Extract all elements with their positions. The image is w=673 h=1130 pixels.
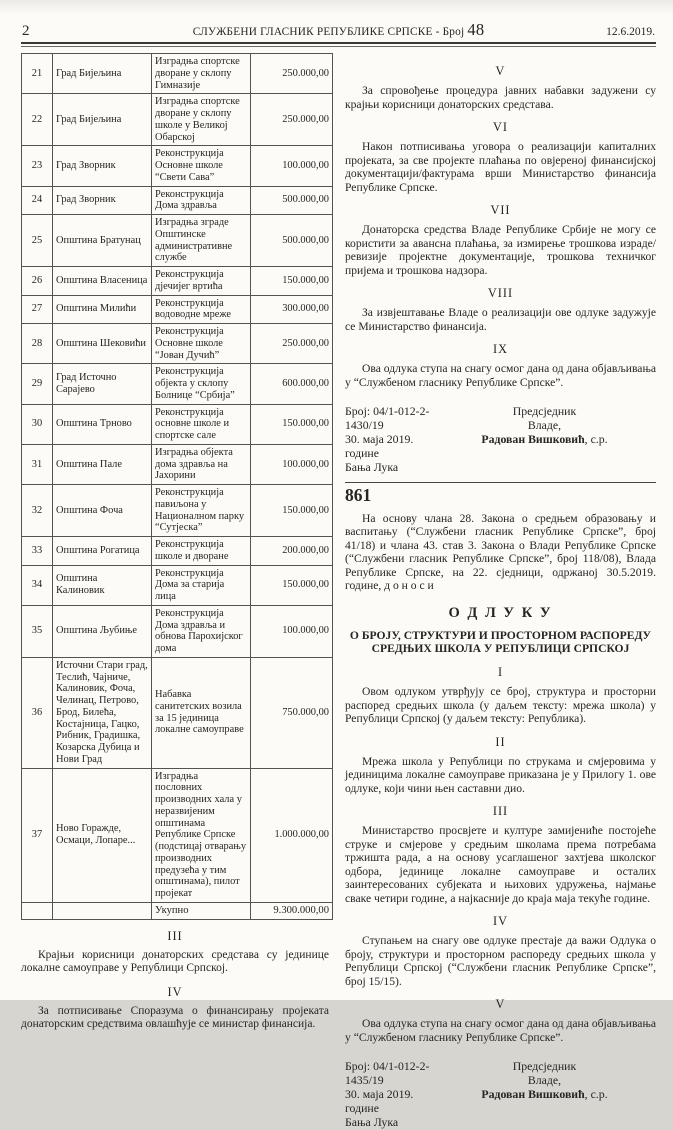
beneficiary-cell: Општина Фоча — [53, 485, 152, 537]
signatory-name-line — [437, 433, 652, 447]
table-row — [22, 537, 333, 566]
section-text: Ступањем на снагу ове одлуке престаје да важи Одлука о броју, структури и просторном распореду средњих школа у Републици Српској (“Службени гласник Републике Српске”, број 15/15). — [345, 934, 656, 988]
project-cell: Реконструкција објекта у склопу Болнице “Србија” — [152, 364, 251, 404]
decision-place: Бања Лука — [345, 1114, 399, 1129]
amount-cell: 200.000,00 — [251, 537, 333, 566]
beneficiary-cell: Општина Шековићи — [53, 324, 152, 364]
project-cell: Реконструкција Дома за старија лица — [152, 565, 251, 605]
row-number-cell: 37 — [22, 768, 53, 902]
row-number-cell: 24 — [22, 186, 53, 215]
amount-cell: 300.000,00 — [251, 295, 333, 324]
section-text: Ова одлука ступа на снагу осмог дана од дана објављивања у “Службеном гласнику Републике Српске”. — [345, 362, 656, 389]
signatory-title: Предсједник — [512, 404, 577, 418]
amount-cell: 100.000,00 — [251, 605, 333, 657]
table-total-row — [22, 902, 333, 919]
section-text: Након потписивања уговора о реализацији капиталних пројеката, за све пројекте плаћања по овјереној финансијској документацији/фактурама врши Министарство финансија Републике Српске. — [345, 140, 656, 194]
signatory-suffix: , с.р. — [584, 1087, 608, 1102]
decision-place: Бања Лука — [345, 459, 399, 474]
project-cell: Реконструкција Основне школе “Јован Дучић” — [152, 324, 251, 364]
beneficiary-cell: Општина Калиновик — [53, 565, 152, 605]
beneficiary-cell: Град Зворник — [53, 146, 152, 186]
section-numeral: VIII — [487, 286, 514, 300]
project-cell: Изградња спортске дворане у склопу школе у Великој Обарској — [152, 94, 251, 146]
gazette-title — [112, 20, 565, 40]
section-numeral: IV — [493, 914, 508, 929]
project-cell: Изградња пословних производних хала у неразвијеним општинама Републике Српске (подстицај отварању производних предузећа у тим општинама), пилот пројекат — [152, 768, 251, 902]
section-text: Мрежа школа у Републици по струкама и смјеровима у јединицима локалне самоуправе приказана је у Прилогу 1. ове одлуке, који чини њен саставни дио. — [345, 754, 656, 795]
amount-cell: 500.000,00 — [251, 215, 333, 267]
amount-cell: 750.000,00 — [251, 657, 333, 768]
decision-date: 30. маја 2019. године — [345, 1087, 414, 1116]
section-numeral: V — [495, 64, 506, 78]
amount-cell: 150.000,00 — [251, 404, 333, 444]
item-divider — [345, 482, 656, 483]
row-number-cell: 32 — [22, 485, 53, 537]
row-number-cell: 25 — [22, 215, 53, 267]
row-number-cell: 35 — [22, 605, 53, 657]
header-divider — [21, 42, 656, 47]
amount-cell: 250.000,00 — [251, 324, 333, 364]
amount-cell: 600.000,00 — [251, 364, 333, 404]
beneficiary-cell: Општина Рогатица — [53, 537, 152, 566]
right-sections — [345, 64, 656, 389]
row-number-cell: 34 — [22, 565, 53, 605]
decision-date: 30. маја 2019. године — [345, 431, 414, 460]
signatory-title2: Владе, — [527, 417, 562, 432]
total-label: Укупно — [152, 902, 251, 919]
document-section — [345, 286, 656, 333]
project-cell: Реконструкција водоводне мреже — [152, 295, 251, 324]
table-row — [22, 146, 333, 186]
content-columns — [21, 53, 656, 1130]
section-text: Министарство просвјете и културе замијениће постојеће струке и смјерове у средњим школама према потребама тржишта рада, а на основу усаглашеног захтјева школског одбора, јединице локалне самоуправе и осталих заинтересованих субјеката и њихових удружења, најмање сваке четири године, а најкасније до краја маја текуће године. — [345, 824, 656, 905]
table-row — [22, 215, 333, 267]
beneficiary-cell: Град Бијељина — [53, 94, 152, 146]
section-numeral: I — [497, 665, 504, 680]
beneficiary-cell: Град Источно Сарајево — [53, 364, 152, 404]
section-numeral: VII — [490, 203, 511, 217]
amount-cell: 150.000,00 — [251, 485, 333, 537]
item-861-intro: На основу члана 28. Закона о средњем образовању и васпитању (“Службени гласник Републике Српске”, број 41/18) и члана 43. став 3. Закона о Влади Републике Српске (“Службени гласник Републике Српске”, број 118/08), Влада Републике Српске, на 22. сједници, одржаној 30.5.2019. године, д о н о с и — [345, 511, 656, 593]
table-row — [22, 565, 333, 605]
signature-meta — [345, 405, 437, 475]
table-row — [22, 485, 333, 537]
gazette-title-text: СЛУЖБЕНИ ГЛАСНИК РЕПУБЛИКЕ СРПСКЕ - Број — [192, 26, 468, 38]
signatory-title: Предсједник — [512, 1059, 577, 1074]
table-row — [22, 404, 333, 444]
table-row — [22, 54, 333, 94]
signatory-title2: Владе, — [527, 1073, 562, 1088]
table-row — [22, 94, 333, 146]
beneficiary-cell: Општина Братунац — [53, 215, 152, 267]
section-numeral: III — [492, 804, 509, 819]
document-section — [345, 342, 656, 389]
section-text: За спровођење процедура јавних набавки задужени су крајњи корисници донаторских средстава. — [345, 84, 656, 111]
decision-number: Број: 04/1-012-2-1430/19 — [345, 404, 430, 432]
document-section — [345, 64, 656, 111]
table-row — [22, 324, 333, 364]
donations-table-body — [22, 54, 333, 903]
section-text: За потписивање Споразума о финансирању пројеката донаторским средствима овлашћује се министар финансија. — [21, 1004, 329, 1030]
beneficiary-cell: Општина Пале — [53, 444, 152, 484]
beneficiary-cell: Град Бијељина — [53, 54, 152, 94]
project-cell: Изградња спортске дворане у склопу Гимназије — [152, 54, 251, 94]
item-number-861: 861 — [345, 484, 372, 505]
section-numeral: III — [167, 928, 183, 943]
signatory-name: Радован Вишковић — [481, 1087, 585, 1102]
amount-cell: 100.000,00 — [251, 444, 333, 484]
beneficiary-cell: Општина Власеница — [53, 267, 152, 296]
amount-cell: 150.000,00 — [251, 267, 333, 296]
row-number-cell: 27 — [22, 295, 53, 324]
signatory-name-line — [437, 1088, 652, 1102]
table-row — [22, 364, 333, 404]
signature-block-1430 — [345, 405, 656, 475]
page-number: 2 — [22, 23, 30, 39]
project-cell: Изградња објекта дома здравља на Јахорини — [152, 444, 251, 484]
project-cell: Реконструкција школе и дворане — [152, 537, 251, 566]
signatory — [437, 1060, 656, 1130]
project-cell: Реконструкција основне школе и спортске сале — [152, 404, 251, 444]
total-empty-cell — [22, 902, 53, 919]
beneficiary-cell: Општина Љубиње — [53, 605, 152, 657]
table-row — [22, 605, 333, 657]
left-sections — [21, 929, 329, 1032]
project-cell: Реконструкција павиљона у Националном парку “Сутјеска” — [152, 485, 251, 537]
project-cell: Реконструкција Дома здравља — [152, 186, 251, 215]
table-row — [22, 657, 333, 768]
section-numeral: VI — [493, 120, 508, 134]
issue-date: 12.6.2019. — [606, 26, 655, 38]
amount-cell: 250.000,00 — [251, 54, 333, 94]
amount-cell: 250.000,00 — [251, 94, 333, 146]
beneficiary-cell: Источни Стари град, Теслић, Чајниче, Калиновик, Фоча, Челинац, Петрово, Брод, Билећа, Костајница, Гацко, Рибник, Градишка, Козарска Дубица и Нови Град — [53, 657, 152, 768]
section-numeral: II — [495, 734, 506, 749]
signature-block-1435 — [345, 1060, 656, 1130]
section-text: За извјештавање Владе о реализацији ове одлуке задужује се Министарство финансија. — [345, 306, 656, 333]
row-number-cell: 29 — [22, 364, 53, 404]
document-section — [21, 985, 329, 1032]
decision-title: О Д Л У К У — [448, 604, 553, 621]
signatory-name: Радован Вишковић — [481, 431, 585, 446]
table-row — [22, 444, 333, 484]
donations-table — [21, 53, 333, 920]
section-text: Донаторска средства Владе Републике Србије не могу се користити за авансна плаћања, за измирење трошкова израде/ревизије пројектне документације, трошкова техничког пријема и трошкова надзора. — [345, 223, 656, 277]
left-column — [21, 53, 329, 1130]
table-row — [22, 267, 333, 296]
row-number-cell: 28 — [22, 324, 53, 364]
row-number-cell: 23 — [22, 146, 53, 186]
beneficiary-cell: Ново Горажде, Осмаци, Лопаре... — [53, 768, 152, 902]
beneficiary-cell: Општина Трново — [53, 404, 152, 444]
amount-cell: 500.000,00 — [251, 186, 333, 215]
section-text: Крајњи корисници донаторских средстава су јединице локалне самоуправе у Републици Српској. — [21, 948, 329, 975]
document-section — [345, 203, 656, 277]
signatory-suffix: , с.р. — [584, 431, 608, 446]
document-section — [345, 120, 656, 194]
row-number-cell: 33 — [22, 537, 53, 566]
section-text: Овом одлуком утврђују се број, структура и просторни распоред средњих школа (у даљем тексту: мрежа школа) у Републици Српској (у даљем тексту: Република). — [345, 685, 656, 726]
project-cell: Реконструкција Дома здравља и обнова Парохијског дома — [152, 605, 251, 657]
beneficiary-cell: Град Зворник — [53, 186, 152, 215]
decision-number: Број: 04/1-012-2-1435/19 — [345, 1059, 430, 1088]
total-empty-cell — [53, 902, 152, 919]
amount-cell: 150.000,00 — [251, 565, 333, 605]
row-number-cell: 26 — [22, 267, 53, 296]
project-cell: Реконструкција Основне школе “Свети Сава” — [152, 146, 251, 186]
beneficiary-cell: Општина Милићи — [53, 295, 152, 324]
row-number-cell: 22 — [22, 94, 53, 146]
document-section — [21, 929, 329, 976]
document-section — [345, 914, 656, 988]
document-section — [345, 804, 656, 905]
row-number-cell: 30 — [22, 404, 53, 444]
section-numeral: IV — [167, 984, 183, 999]
right-column — [345, 53, 656, 1130]
table-row — [22, 768, 333, 902]
issue-number: 48 — [467, 20, 485, 39]
table-row — [22, 186, 333, 215]
decision-sections — [345, 665, 656, 1044]
document-section — [345, 665, 656, 726]
document-section — [345, 735, 656, 796]
decision-subtitle: О БРОЈУ, СТРУКТУРИ И ПРОСТОРНОМ РАСПОРЕДУ СРЕДЊИХ ШКОЛА У РЕПУБЛИЦИ СРПСКОЈ — [349, 628, 652, 656]
signature-meta — [345, 1060, 437, 1130]
document-section — [345, 997, 656, 1044]
row-number-cell: 21 — [22, 54, 53, 94]
project-cell: Реконструкција дјечијег вртића — [152, 267, 251, 296]
row-number-cell: 31 — [22, 444, 53, 484]
page-header — [21, 20, 656, 42]
signatory — [437, 405, 656, 475]
total-amount: 9.300.000,00 — [251, 902, 333, 919]
section-numeral: IX — [493, 342, 508, 356]
project-cell: Набавка санитетских возила за 15 јединица локалне самоуправе — [152, 657, 251, 768]
section-numeral: V — [495, 997, 506, 1012]
section-text: Ова одлука ступа на снагу осмог дана од дана објављивања у “Службеном гласнику Републике Српске”. — [345, 1017, 656, 1044]
amount-cell: 100.000,00 — [251, 146, 333, 186]
amount-cell: 1.000.000,00 — [251, 768, 333, 902]
row-number-cell: 36 — [22, 657, 53, 768]
table-row — [22, 295, 333, 324]
project-cell: Изградња зграде Општинске административне службе — [152, 215, 251, 267]
